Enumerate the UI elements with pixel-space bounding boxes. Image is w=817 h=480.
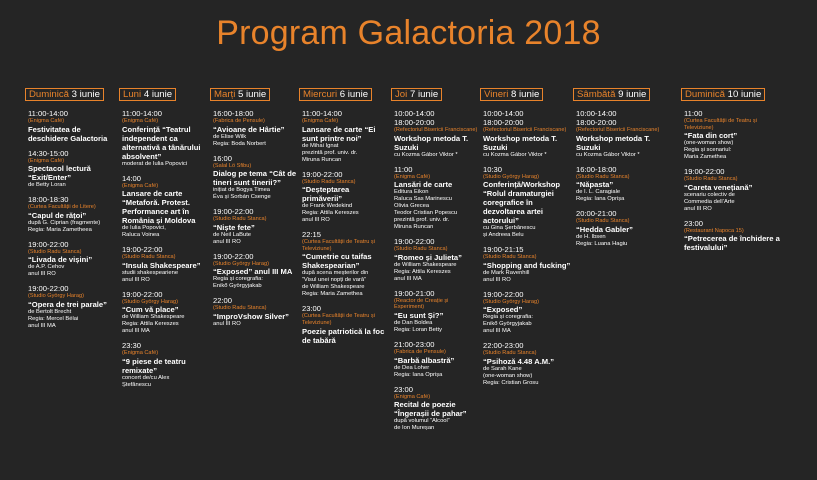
event-time: 19:00-22:00 [483,289,524,299]
event-detail: de Iulia Popovici, [122,225,166,232]
event-time: 11:00-14:00 [28,109,68,118]
event-venue: (Studio Radu Stanca) [483,350,537,357]
event-time: 20:00-21:00 [576,209,617,219]
event-detail: anul III RO [483,276,511,283]
day-date: 10 iunie [727,89,762,100]
day-date: 9 iunie [618,89,647,100]
event-detail: de Betty Loran [28,182,66,189]
event-name: “Avioane de Hârtie” [213,124,285,134]
event-detail: anul III RO [122,276,150,283]
event-time: 19:00-22:00 [684,167,725,177]
day-column [213,84,299,334]
event-detail: anul III MA [28,322,56,329]
event-detail: Enikő Györgyjakab [213,283,262,290]
event-detail: Regia și scenariul: [684,147,732,154]
event-name: “Livada de vișini” [28,255,93,265]
day-name: Marți [214,89,236,100]
event-item [483,109,571,159]
day-column [684,84,784,258]
event-name: “Exposed” [483,305,523,315]
event-venue: (Studio György Harag) [213,260,269,267]
event-detail: de Ion Mureșan [394,425,435,432]
event-detail: după G. Ciprian (fragmente) [28,219,101,226]
day-name: Duminică [29,89,69,100]
event-detail: anul III MA [483,328,511,335]
event-item [576,165,676,204]
event-name: Lansare de carte “Metaforă. Protest. Performance art în România și Moldova [122,189,196,226]
event-name: “Fata din cort” [684,131,738,141]
event-venue: (Studio Radu Stanca) [576,173,630,180]
event-detail: de Frank Wedekind [302,203,353,210]
day-column [302,84,390,351]
event-list [394,109,480,432]
event-venue: (Curtea Facultății de Teatru și Televiziune) [684,118,757,131]
event-name: Lansare de carte “Ei sunt printre noi” [302,124,376,143]
event-venue: (Studio György Harag) [28,293,84,300]
event-item [394,385,480,433]
day-date: 3 iunie [71,89,100,100]
event-detail: de William Shakespeare [394,261,457,268]
event-list [483,109,571,387]
event-time: 11:00 [394,164,413,174]
event-detail: Regia: Attila Kereszes [394,268,451,275]
event-detail: Regia și coregrafia: [483,314,533,321]
event-name: “Shopping and fucking” [483,260,571,270]
event-item [122,245,208,284]
event-detail: de A.P. Cehov [28,264,65,271]
event-venue: (Studio Radu Stanca) [483,254,537,261]
day-header [573,88,650,101]
event-item [483,165,571,240]
event-list [684,109,784,252]
event-venue: (Studio György Harag) [122,298,178,305]
event-name: “Opera de trei parale” [28,299,107,309]
event-detail: de Dan Boldea [394,319,433,326]
event-detail: Enikő Györgyjakab [483,321,532,328]
day-date: 6 iunie [339,89,369,100]
day-date: 5 iunie [238,89,267,100]
event-venue: (Enigma Café) [122,118,159,124]
event-time: 16:00 [213,153,233,163]
event-name: “Niște fete” [213,222,255,232]
event-detail: de Sarah Kane [483,365,522,372]
event-venue: (Studio Radu Stanca) [28,248,82,255]
event-name: “Romeo și Julieta” [394,252,462,262]
event-time: 16:00-18:00 [213,109,254,118]
event-item [394,165,480,232]
event-detail: Regia: Luana Hagiu [576,240,628,247]
event-time: 19:00-22:00 [394,237,435,247]
event-detail: de William Shakespeare [302,284,365,291]
event-item [122,290,208,336]
event-venue: (Enigma Café) [28,157,65,164]
event-name: “Capul de rățoi” [28,210,87,220]
event-time: 19:00-22:00 [28,284,69,294]
event-detail: Editura Eikon [394,189,429,196]
event-detail: de I. L. Caragiale [576,189,621,196]
event-time: 23:00 [684,218,704,228]
event-item [684,167,784,213]
day-column [576,84,676,254]
event-detail: anul III RO [302,217,330,224]
event-item [213,296,299,328]
event-detail: anul III RO [213,238,241,245]
event-detail: Éva și Sorbán Csenge [213,194,271,201]
day-date: 8 iunie [511,89,540,100]
day-name: Luni [123,89,142,100]
event-detail: și Andreea Belu [483,232,524,239]
event-item [394,340,480,379]
event-name: “Cum vă place” [122,305,179,315]
event-detail: inițiat de Bogya Timea [213,187,271,194]
event-venue: (Curtea Facultății de Litere) [28,204,96,211]
event-detail: de William Shakespeare [122,314,185,321]
event-detail: Regia și coregrafia: [213,276,263,283]
event-venue: (Studio Radu Stanca) [302,178,356,185]
event-name: Recital de poezie “Îngerașii de pahar” [394,400,467,419]
event-name: Spectacol lectură “Exit/Enter” [28,164,91,183]
event-detail: Regia: Boda Norbert [213,140,266,147]
event-item [122,341,208,389]
event-time: 11:00-14:00 [302,109,342,118]
event-list [302,109,390,345]
event-item [302,304,390,344]
event-item [576,109,676,159]
event-detail: moderat de Iulia Popovici [122,160,188,167]
event-venue: (Enigma Café) [302,118,339,124]
event-detail: după volumul “Alcool” [394,418,450,425]
event-time: 18:00-20:00 [576,118,617,127]
event-detail: de H. Ibsen [576,233,606,240]
event-time: 16:00-18:00 [576,164,617,174]
event-time: 23:30 [122,341,142,351]
day-name: Joi [395,89,408,100]
event-time: 11:00 [684,109,703,118]
event-detail: Commedia dell’Arte [684,198,735,205]
day-date: 4 iunie [143,89,173,100]
event-detail: anul III RO [28,271,56,278]
event-venue: (Refectoriul Bisericii Franciscane) [576,127,660,133]
event-venue: (Studio Radu Stanca) [213,216,267,223]
event-detail: cu Kozma Gábor Viktor * [394,151,458,158]
event-detail: de Mark Ravenhill [483,269,530,276]
event-time: 19:00-22:00 [122,289,163,299]
day-header [25,88,104,101]
event-venue: (Enigma Café) [122,350,159,357]
event-name: “Psihoză 4.48 A.M.” [483,356,555,366]
event-item [28,284,116,330]
event-time: 18:00-20:00 [394,118,435,127]
event-item [28,195,116,234]
event-time: 18:00-20:00 [483,118,524,127]
event-item [576,209,676,248]
event-item [684,219,784,253]
event-time: 21:00-23:00 [394,339,435,349]
event-venue: (Restaurant Napoca 15) [684,227,744,234]
event-item [394,289,480,334]
event-item [213,207,299,246]
event-time: 10:00-14:00 [394,109,435,118]
event-detail: Regia: Cristian Grosu [483,379,539,386]
event-list [576,109,676,248]
event-venue: (Refectoriul Bisericii Franciscane) [394,127,478,133]
event-venue: (Studio Radu Stanca) [684,176,738,183]
event-detail: (one-woman show) [684,140,734,147]
page-title: Program Galactoria 2018 [216,14,601,52]
event-name: Conferință “Teatrul independent ca alternativă a tânărului absolvent” [122,124,201,161]
event-venue: (Enigma Café) [394,393,431,400]
event-detail: Teodor Cristian Popescu [394,210,458,217]
event-list [122,109,208,389]
day-column [394,84,480,438]
event-venue: (Studio György Harag) [483,173,539,180]
day-header [119,88,176,101]
event-name: “Eu sunt Și?” [394,310,444,320]
event-name: Dialog pe tema “Cât de tineri sunt tinerii?” [213,169,297,188]
event-detail: anul III RO [684,205,712,212]
event-detail: studii shakespeariene [122,269,179,276]
event-detail: prezintă prof. univ. dr. [394,217,450,224]
event-detail: Raluca Voinea [122,232,160,239]
event-name: “Hedda Gabler” [576,224,633,234]
day-header [391,88,442,101]
event-name: Workshop metoda T. Suzuki [394,133,469,152]
event-venue: (Fabrica de Pensule) [394,348,446,355]
event-detail: Regia: Iana Oprișa [576,196,625,203]
event-venue: (Reactor de Creație și Experiment) [394,297,449,311]
event-list [213,109,299,328]
event-venue: (Enigma Café) [28,118,65,124]
event-detail: de Neil LaBute [213,231,252,238]
event-venue: (Enigma Café) [394,173,431,180]
event-time: 23:00 [394,384,414,394]
event-time: 10:00-14:00 [483,109,524,118]
event-name: “Barbă albastră” [394,355,455,365]
event-detail: “Visul unei nopți de vară” [302,277,367,284]
event-venue: (Curtea Facultății de Teatru și Televiziune) [302,239,375,252]
day-date: 7 iunie [409,89,439,100]
event-name: Poezie patriotică la foc de tabără [302,326,385,345]
event-item [122,109,208,168]
event-item [302,170,390,225]
event-item [483,245,571,284]
event-time: 11:00-14:00 [122,109,162,118]
event-detail: concert de/cu Alex [122,374,170,381]
event-detail: Regia: Loran Betty [394,326,443,333]
event-time: 14:30-15:00 [28,148,69,158]
event-time: 22:00 [213,296,233,306]
day-header [681,88,765,101]
day-name: Miercuri [303,89,338,100]
event-item [122,174,208,240]
event-time: 10:30 [483,164,503,174]
event-item [28,149,116,190]
event-detail: (one-woman show) [483,372,533,379]
day-name: Sâmbătă [577,89,616,100]
event-name: “9 piese de teatru remixate” [122,356,186,375]
event-list [28,109,116,330]
event-time: 19:00-22:00 [213,251,254,261]
event-detail: de Elise Wilk [213,133,247,140]
event-item [394,109,480,159]
event-name: “ImproVshow Silver” [213,311,289,321]
event-time: 19:00-21:00 [394,288,435,298]
event-detail: de Dea Loher [394,364,430,371]
event-item [213,252,299,291]
event-detail: Miruna Runcan [302,156,342,163]
event-detail: după scena meșterilor din [302,270,369,277]
event-item [483,290,571,336]
event-time: 22:15 [302,230,322,240]
day-name: Vineri [484,89,509,100]
event-name: “Deșteptarea primăverii” [302,185,350,204]
event-item [28,109,116,143]
event-name: Lansări de carte [394,180,453,190]
event-name: “Năpasta” [576,180,614,190]
event-detail: Raluca Sas Marinescu [394,196,452,203]
event-item [483,341,571,387]
event-detail: Regia: Attila Kereszes [302,210,359,217]
event-venue: (Fabrica de Pensule) [213,118,265,124]
event-detail: Regia: Mercel Bélai [28,315,79,322]
event-venue: (Studio Radu Stanca) [122,254,176,261]
event-time: 23:00 [302,304,322,314]
event-detail: Regia: Maria Zamethea [302,291,363,298]
event-venue: (Enigma Café) [122,182,159,189]
event-detail: Regia: Maria Zametheea [28,226,92,233]
event-detail: scenariu colectiv de [684,191,735,198]
event-detail: cu Gina Șerbănescu [483,225,536,232]
event-detail: cu Kozma Gábor Viktor * [483,151,547,158]
event-venue: (Studio Radu Stanca) [394,246,448,253]
event-detail: anul III MA [394,275,422,282]
event-detail: Miruna Runcan [394,224,434,231]
event-venue: (Studio Radu Stanca) [213,305,267,312]
event-item [302,109,390,164]
event-item [684,109,784,161]
day-column [483,84,571,393]
event-item [28,240,116,279]
event-name: “Insula Shakespeare” [122,260,201,270]
event-time: 19:00-22:00 [28,239,69,249]
event-name: “Cumetrie cu taifas Shakespearian” [302,252,372,271]
event-name: “Petrecerea de închidere a festivalului” [684,234,780,253]
event-time: 22:00-23:00 [483,341,524,351]
event-time: 19:00-22:00 [213,207,254,217]
event-item [302,230,390,298]
event-venue: (Curtea Facultății de Teatru și Televiziune) [302,313,375,326]
event-detail: Maria Zamethea [684,154,727,161]
event-detail: de Bertolt Brecht [28,308,72,315]
day-name: Duminică [685,89,725,100]
event-item [394,237,480,283]
event-name: Festivitatea de deschidere Galactoria [28,124,108,143]
event-detail: prezintă prof. univ. dr. [302,149,358,156]
day-column [28,84,116,336]
event-detail: anul III MA [122,328,150,335]
event-venue: (Salal Lö Sfibu) [213,162,252,169]
day-header [480,88,543,101]
event-item [213,154,299,202]
event-venue: (Studio György Harag) [483,298,539,305]
event-venue: (Studio Radu Stanca) [576,218,630,225]
event-detail: Olivia Grecea [394,203,430,210]
event-detail: anul III RO [213,320,241,327]
event-time: 10:00-14:00 [576,109,617,118]
event-time: 19:00-22:00 [302,169,343,179]
event-name: “Exposed” anul III MA [213,267,293,277]
event-detail: Regia: Iana Oprișa [394,371,443,378]
event-time: 14:00 [122,173,142,183]
event-name: Workshop metoda T. Suzuki [576,133,651,152]
event-detail: de Mihai Ignat [302,142,339,149]
day-column [122,84,208,395]
day-header [210,88,270,101]
event-time: 18:00-18:30 [28,195,69,205]
event-item [213,109,299,148]
event-name: Conferință/Workshop “Rolul dramaturgiei coregrafice în dezvoltarea artei actorului” [483,180,561,226]
event-name: “Careta venețiană” [684,182,753,192]
event-time: 19:00-22:00 [122,245,163,255]
event-name: Workshop metoda T. Suzuki [483,133,558,152]
event-detail: Regia: Attila Kereszes [122,321,179,328]
event-detail: cu Kozma Gábor Viktor * [576,151,640,158]
day-header [299,88,372,101]
event-time: 19:00-21:15 [483,245,524,255]
event-venue: (Refectoriul Bisericii Franciscane) [483,127,567,133]
event-detail: Ștefănescu [122,381,152,388]
